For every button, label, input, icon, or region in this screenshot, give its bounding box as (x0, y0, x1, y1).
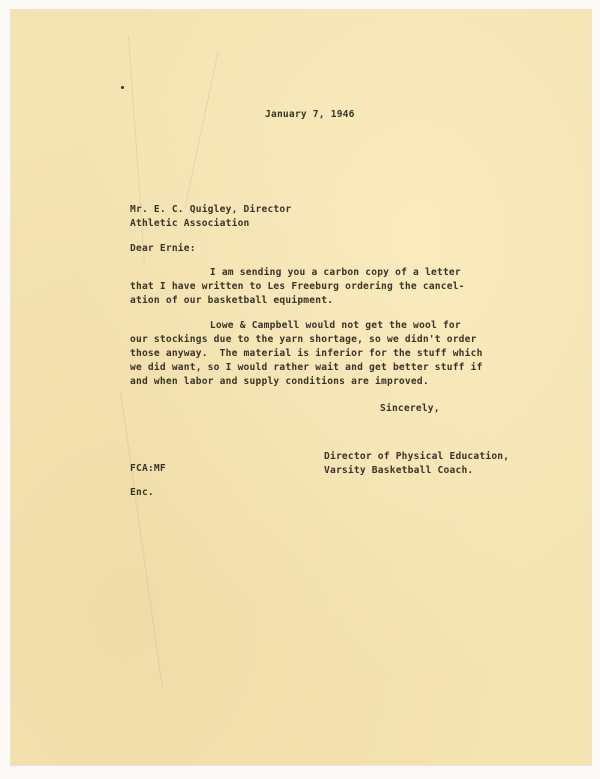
typist-initials: FCA:MF (130, 463, 166, 474)
addressee-org: Athletic Association (130, 218, 250, 229)
paragraph-1-line: that I have written to Les Freeburg ordering the cancel- (130, 281, 465, 292)
letter-page (11, 10, 591, 765)
paragraph-2-line: and when labor and supply conditions are improved. (130, 376, 429, 387)
letter-date: January 7, 1946 (265, 109, 355, 120)
addressee-name: Mr. E. C. Quigley, Director (130, 204, 292, 215)
signature-role: Varsity Basketball Coach. (324, 465, 474, 476)
salutation: Dear Ernie: (130, 243, 196, 254)
enclosure-note: Enc. (130, 487, 154, 498)
paragraph-1-line: I am sending you a carbon copy of a letter (180, 267, 461, 278)
paragraph-2-line: our stockings due to the yarn shortage, so we didn't order (130, 334, 477, 345)
paragraph-1-line: ation of our basketball equipment. (130, 295, 334, 306)
paragraph-2-line: we did want, so I would rather wait and get better stuff if (130, 362, 483, 373)
signature-title: Director of Physical Education, (324, 451, 510, 462)
paper-crease (184, 52, 218, 209)
paragraph-2-line: those anyway. The material is inferior for the stuff which (130, 348, 483, 359)
closing: Sincerely, (380, 403, 440, 414)
paragraph-2-line: Lowe & Campbell would not get the wool for (180, 320, 461, 331)
ink-speck (121, 86, 124, 89)
paper-crease (120, 391, 163, 688)
